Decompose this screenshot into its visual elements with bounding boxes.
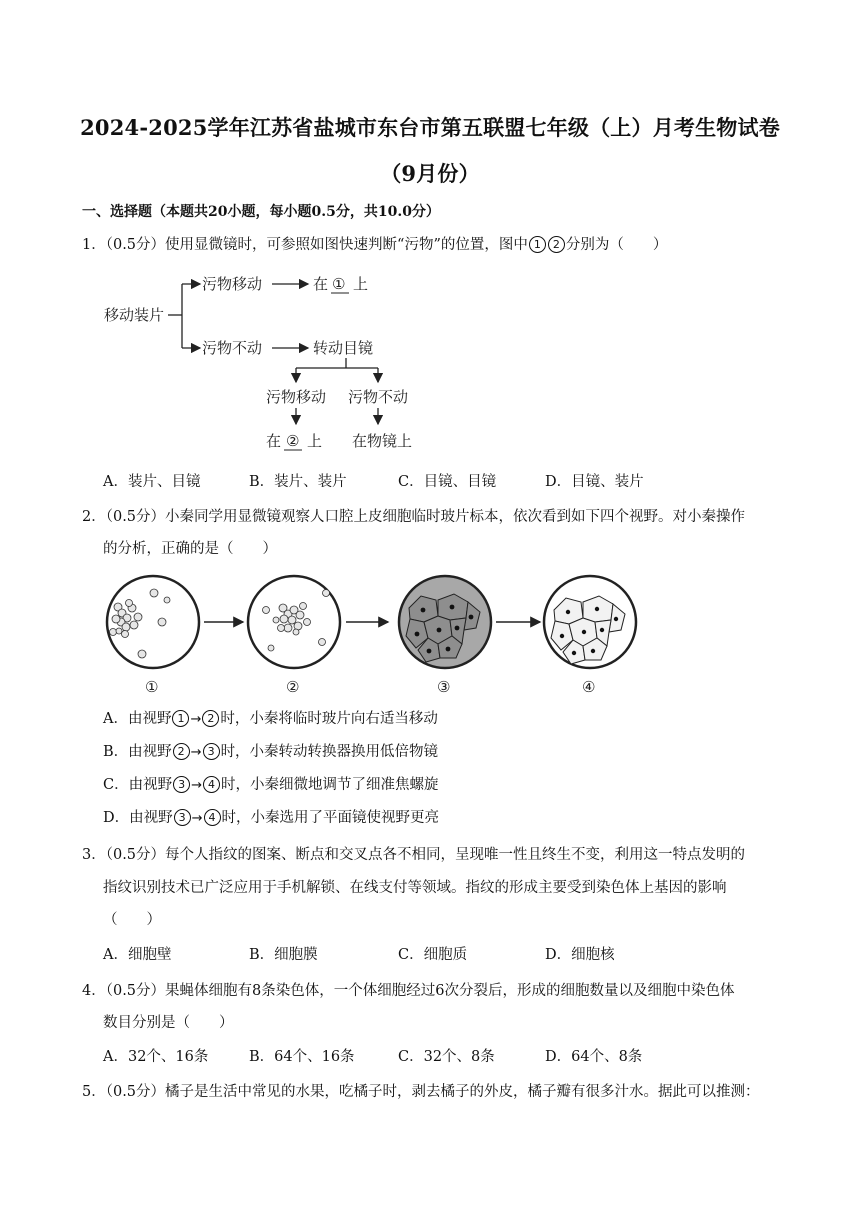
q3-option-d: D．细胞核 [545,947,615,963]
q1-option-d: D．目镜、装片 [545,474,644,490]
question-5-stem [82,1080,760,1101]
option-text: A．由视野 [103,711,172,727]
question-number: 2．（0.5分） [82,509,166,525]
q2-option-d [103,806,439,827]
option-text: 时，小秦选用了平面镜使视野更亮 [221,810,440,826]
diagram-root-label: 移动装片 [104,306,165,324]
question-text: 使用显微镜时，可参照如图快速判断“污物”的位置，图中 [165,237,528,253]
question-2-stem-cont: 的分析，正确的是（ ） [103,541,277,557]
question-2-stem [82,505,745,526]
arrow: → [190,712,202,727]
question-text: 每个人指纹的图案、断点和交叉点各不相同，呈现唯一性且终生不变，利用这一特点发明的 [165,847,746,863]
view-label-1: ① [145,678,159,696]
circled-number: 3 [173,776,190,793]
circled-number: 1 [172,710,189,727]
q1-option-a: A．装片、目镜 [103,474,201,490]
q3-option-b: B．细胞膜 [249,947,318,963]
q4-option-d: D．64个、8条 [545,1049,643,1065]
microscope-flow-diagram [96,262,436,462]
diagram-sub-left: 污物移动 [266,388,327,406]
q4-option-a: A．32个、16条 [103,1049,209,1065]
q4-option-b: B．64个、16条 [249,1049,355,1065]
question-3-stem-cont: （ ） [103,912,161,928]
circled-number: 1 [529,236,546,253]
view-label-3: ③ [437,678,451,696]
arrow: → [191,778,203,793]
diagram-branch-top: 污物移动 [202,275,263,293]
q2-option-b [103,740,438,761]
q3-option-a: A．细胞壁 [103,947,172,963]
arrow: → [190,745,202,760]
option-text: 时，小秦转动转换器换用低倍物镜 [220,744,439,760]
arrow: → [191,811,203,826]
diagram-sub-right: 污物不动 [348,388,409,406]
diagram-step-rotate-eyepiece: 转动目镜 [313,339,374,357]
question-3-stem-cont: 指纹识别技术已广泛应用于手机解锁、在线支付等领域。指纹的形成主要受到染色体上基因的影响 [103,880,727,896]
section-heading: 一、选择题（本题共20小题，每小题0.5分，共10.0分） [82,204,440,220]
option-text: C．由视野 [103,777,173,793]
question-4-stem-cont: 数目分别是（ ） [103,1015,234,1031]
circled-number: 4 [204,809,221,826]
question-text: 果蝇体细胞有8条染色体，一个体细胞经过6次分裂后，形成的细胞数量以及细胞中染色体 [165,983,735,999]
question-1-stem [82,233,667,254]
microscope-views-figure [96,570,656,698]
question-text: 橘子是生活中常见的水果，吃橘子时，剥去橘子的外皮，橘子瓣有很多汁水。据此可以推测： [165,1084,760,1100]
circled-number: 2 [202,710,219,727]
circled-number: 2 [173,743,190,760]
option-text: 时，小秦细微地调节了细准焦螺旋 [221,777,439,793]
exam-title: 2024-2025学年江苏省盐城市东台市第五联盟七年级（上）月考生物试卷 [80,115,780,140]
option-text: B．由视野 [103,744,172,760]
diagram-result-top-pre: 在 [313,275,329,293]
question-number: 1．（0.5分） [82,237,166,253]
diagram-result-top-post: 上 [353,275,369,293]
question-number: 5．（0.5分） [82,1084,166,1100]
diagram-branch-bottom: 污物不动 [202,339,263,357]
circled-number: 4 [203,776,220,793]
question-4-stem [82,979,735,1000]
view-label-4: ④ [582,678,596,696]
q2-option-a [103,707,438,728]
q4-option-c: C．32个、8条 [398,1049,495,1065]
diagram-result-right: 在物镜上 [352,432,413,450]
diagram-result-left-post: 上 [307,432,323,450]
circled-number: 2 [548,236,565,253]
question-3-stem [82,843,745,864]
view-label-2: ② [286,678,300,696]
question-text: 小秦同学用显微镜观察人口腔上皮细胞临时玻片标本，依次看到如下四个视野。对小秦操作 [165,509,746,525]
option-text: D．由视野 [103,810,173,826]
question-number: 4．（0.5分） [82,983,166,999]
circled-number: 3 [174,809,191,826]
q2-option-c [103,773,439,794]
circled-number: 3 [203,743,220,760]
q3-option-c: C．细胞质 [398,947,468,963]
q1-option-b: B．装片、装片 [249,474,347,490]
option-text: 时，小秦将临时玻片向右适当移动 [220,711,438,727]
exam-title-month: （9月份） [380,161,480,186]
diagram-result-top-mark: ① [332,275,346,293]
diagram-result-left-mark: ② [286,432,300,450]
question-number: 3．（0.5分） [82,847,166,863]
question-text: 分别为（ ） [565,237,668,253]
diagram-result-left-pre: 在 [266,432,282,450]
q1-option-c: C．目镜、目镜 [398,474,497,490]
